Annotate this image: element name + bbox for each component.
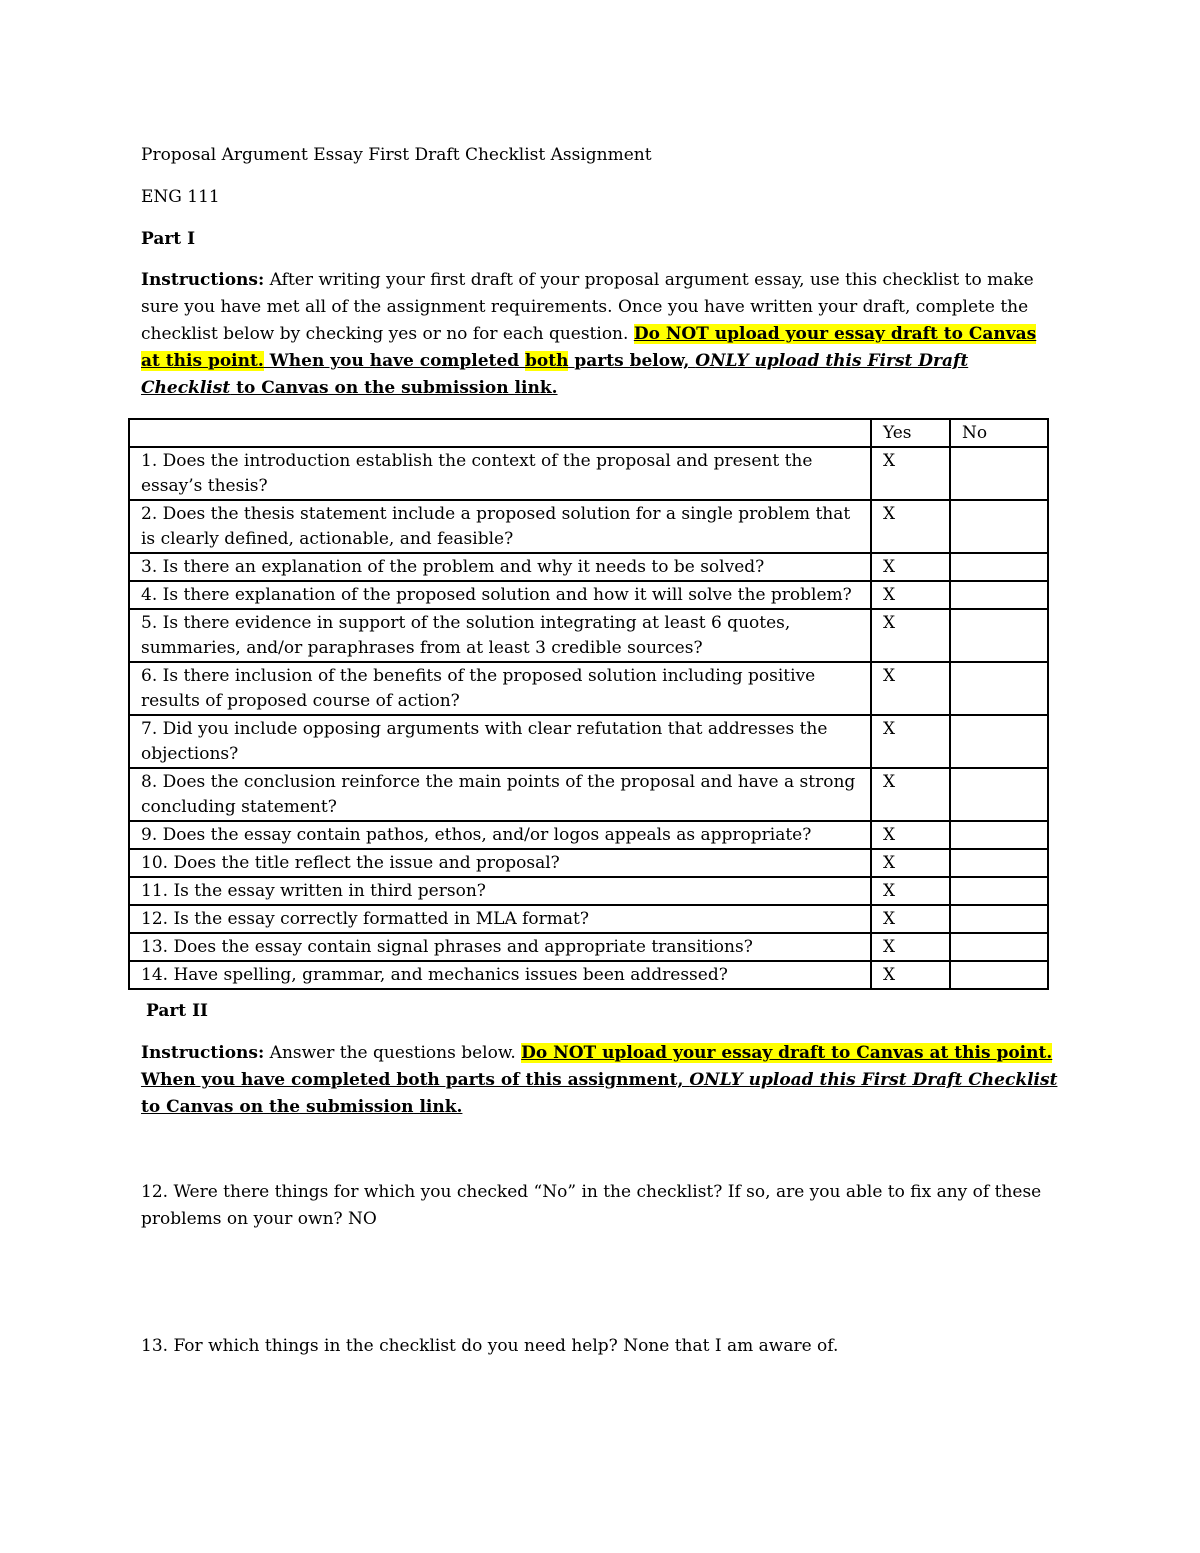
question-cell: 12. Is the essay correctly formatted in MLA format? <box>129 905 871 933</box>
question-cell: 7. Did you include opposing arguments with clear refutation that addresses the objections? <box>129 715 871 768</box>
question-cell: 8. Does the conclusion reinforce the main points of the proposal and have a strong concluding statement? <box>129 768 871 821</box>
question-cell: 6. Is there inclusion of the benefits of the proposed solution including positive results of proposed course of action? <box>129 662 871 715</box>
part2-heading: Part II <box>146 1001 208 1021</box>
part1-instructions <box>141 267 1061 402</box>
yes-cell: X <box>871 768 950 821</box>
no-cell <box>950 662 1048 715</box>
table-row <box>129 715 1048 768</box>
yes-cell: X <box>871 715 950 768</box>
highlight-warning: Do NOT upload your essay draft to Canvas at this point. <box>521 1043 1053 1063</box>
no-cell <box>950 905 1048 933</box>
no-cell <box>950 933 1048 961</box>
yes-cell: X <box>871 500 950 553</box>
no-cell <box>950 500 1048 553</box>
yes-cell: X <box>871 553 950 581</box>
question-cell: 2. Does the thesis statement include a proposed solution for a single problem that is clearly defined, actionable, and feasible? <box>129 500 871 553</box>
table-row <box>129 877 1048 905</box>
table-row <box>129 933 1048 961</box>
instructions-text: Answer the questions below. <box>264 1043 522 1063</box>
yes-cell: X <box>871 877 950 905</box>
table-row <box>129 961 1048 989</box>
table-row <box>129 500 1048 553</box>
course-code: ENG 111 <box>141 187 220 207</box>
highlight-both: both <box>525 351 569 371</box>
table-row <box>129 553 1048 581</box>
question-cell: 10. Does the title reflect the issue and proposal? <box>129 849 871 877</box>
no-cell <box>950 553 1048 581</box>
yes-cell: X <box>871 821 950 849</box>
instructions-label: Instructions: <box>141 1043 265 1063</box>
table-row <box>129 905 1048 933</box>
question-13-answer: 13. For which things in the checklist do you need help? None that I am aware of. <box>141 1336 839 1356</box>
table-row <box>129 849 1048 877</box>
highlight-warning: Do NOT upload your essay draft to Canvas at this point. <box>141 324 1037 371</box>
instructions-label: Instructions: <box>141 270 265 290</box>
table-row <box>129 821 1048 849</box>
bold-text-b: to Canvas on the submission link. <box>141 1097 463 1117</box>
part1-heading: Part I <box>141 229 196 249</box>
yes-cell: X <box>871 609 950 662</box>
instructions-text: After writing your first draft of your proposal argument essay, use this checklist to make sure you have met all of the assignment requirements. Once you have written your draft, complete the checklist below by checking yes or no for each question. <box>141 270 1034 344</box>
no-cell <box>950 715 1048 768</box>
bold-text-a: When you have completed both parts of this assignment, <box>141 1070 690 1090</box>
yes-cell: X <box>871 849 950 877</box>
yes-cell: X <box>871 662 950 715</box>
yes-cell: X <box>871 905 950 933</box>
question-cell: 9. Does the essay contain pathos, ethos, and/or logos appeals as appropriate? <box>129 821 871 849</box>
question-cell: 3. Is there an explanation of the problem and why it needs to be solved? <box>129 553 871 581</box>
part2-section <box>141 998 1071 1121</box>
bold-italic-text: ONLY upload this First Draft Checklist <box>141 351 969 398</box>
no-cell <box>950 821 1048 849</box>
no-cell <box>950 447 1048 500</box>
header-question-cell <box>129 419 871 447</box>
table-header-row <box>129 419 1048 447</box>
yes-cell: X <box>871 447 950 500</box>
bold-text-b: parts below, <box>568 351 696 371</box>
no-cell <box>950 768 1048 821</box>
table-row <box>129 581 1048 609</box>
question-cell: 5. Is there evidence in support of the solution integrating at least 6 quotes, summaries, and/or paraphrases from at least 3 credible sources? <box>129 609 871 662</box>
question-cell: 11. Is the essay written in third person? <box>129 877 871 905</box>
document-body <box>141 142 1061 402</box>
yes-cell: X <box>871 961 950 989</box>
question-cell: 4. Is there explanation of the proposed solution and how it will solve the problem? <box>129 581 871 609</box>
bold-text-a: When you have completed <box>263 351 526 371</box>
question-cell: 13. Does the essay contain signal phrases and appropriate transitions? <box>129 933 871 961</box>
header-yes: Yes <box>871 419 950 447</box>
yes-cell: X <box>871 933 950 961</box>
no-cell <box>950 609 1048 662</box>
no-cell <box>950 849 1048 877</box>
yes-cell: X <box>871 581 950 609</box>
header-no: No <box>950 419 1048 447</box>
no-cell <box>950 581 1048 609</box>
table-row <box>129 447 1048 500</box>
bold-text-c: to Canvas on the submission link. <box>230 378 558 398</box>
checklist-table <box>128 418 1049 990</box>
document-title: Proposal Argument Essay First Draft Checklist Assignment <box>141 145 652 165</box>
no-cell <box>950 961 1048 989</box>
question-cell: 14. Have spelling, grammar, and mechanics issues been addressed? <box>129 961 871 989</box>
table-row <box>129 768 1048 821</box>
no-cell <box>950 877 1048 905</box>
question-cell: 1. Does the introduction establish the context of the proposal and present the essay’s thesis? <box>129 447 871 500</box>
question-12-answer: 12. Were there things for which you checked “No” in the checklist? If so, are you able to fix any of these problems on your own? NO <box>141 1182 1042 1229</box>
table-row <box>129 662 1048 715</box>
part2-instructions <box>141 1040 1071 1121</box>
table-row <box>129 609 1048 662</box>
bold-italic-text: ONLY upload this First Draft Checklist <box>689 1070 1058 1090</box>
